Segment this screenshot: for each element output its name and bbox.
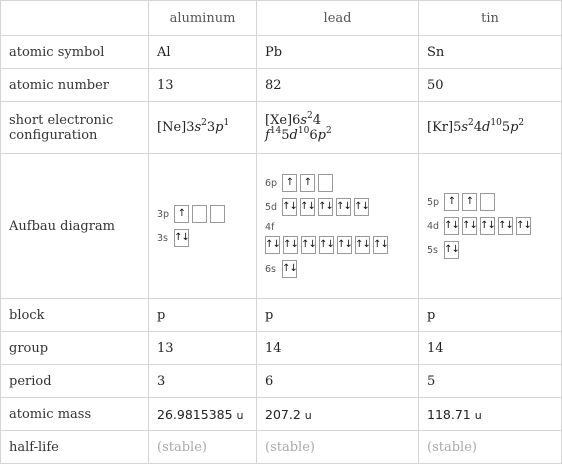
cell-sn-config: $[Kr]5s^24d^{10}5p^2$ <box>419 102 562 154</box>
row-atomic-symbol <box>1 36 562 69</box>
subshell-5d <box>265 198 410 216</box>
subshell-label: 3p <box>157 208 170 220</box>
row-block <box>1 299 562 332</box>
spin-pair-icon: ↑↓ <box>318 201 333 212</box>
cell-sn-halflife: (stable) <box>419 431 562 464</box>
row-label: atomic symbol <box>1 36 149 69</box>
spin-pair-icon: ↑↓ <box>174 232 189 243</box>
header-lead: lead <box>257 1 419 36</box>
cell-al-period: 3 <box>149 365 257 398</box>
cell-al-number: 13 <box>149 69 257 102</box>
spin-pair-icon: ↑↓ <box>444 220 459 231</box>
orbital-box <box>301 236 316 254</box>
row-group <box>1 332 562 365</box>
orbital-box <box>498 217 513 235</box>
spin-pair-icon: ↑↓ <box>373 239 388 250</box>
orbital-box <box>192 205 207 223</box>
cell-al-aufbau <box>149 154 257 299</box>
subshell-label: 3s <box>157 232 168 244</box>
row-label: period <box>1 365 149 398</box>
orbital-box <box>300 198 315 216</box>
header-corner <box>1 1 149 36</box>
spin-pair-icon: ↑↓ <box>265 239 280 250</box>
spin-pair-icon: ↑↓ <box>498 220 513 231</box>
cell-sn-block: p <box>419 299 562 332</box>
cell-al-mass: 26.9815385 u <box>149 398 257 431</box>
cell-pb-period: 6 <box>257 365 419 398</box>
cell-sn-period: 5 <box>419 365 562 398</box>
row-atomic-number <box>1 69 562 102</box>
subshell-label: 6p <box>265 177 278 189</box>
spin-up-icon: ↑ <box>447 196 456 207</box>
orbital-box <box>282 198 297 216</box>
cell-al-symbol: Al <box>149 36 257 69</box>
subshell-label: 5s <box>427 244 438 256</box>
cell-sn-symbol: Sn <box>419 36 562 69</box>
orbital-box <box>444 193 459 211</box>
orbital-box <box>174 229 189 247</box>
subshell-4f <box>265 222 410 254</box>
subshell-5s <box>427 241 553 259</box>
spin-up-icon: ↑ <box>303 177 312 188</box>
row-label: block <box>1 299 149 332</box>
cell-sn-mass: 118.71 u <box>419 398 562 431</box>
subshell-label: 5p <box>427 196 440 208</box>
spin-pair-icon: ↑↓ <box>444 244 459 255</box>
header-aluminum: aluminum <box>149 1 257 36</box>
spin-pair-icon: ↑↓ <box>283 239 298 250</box>
orbital-box <box>355 236 370 254</box>
row-period <box>1 365 562 398</box>
orbital-box <box>210 205 225 223</box>
row-label: half-life <box>1 431 149 464</box>
row-aufbau-diagram <box>1 154 562 299</box>
row-half-life <box>1 431 562 464</box>
orbital-box <box>480 193 495 211</box>
orbital-box <box>444 217 459 235</box>
spin-pair-icon: ↑↓ <box>282 201 297 212</box>
row-electronic-configuration <box>1 102 562 154</box>
cell-pb-group: 14 <box>257 332 419 365</box>
row-atomic-mass <box>1 398 562 431</box>
spin-pair-icon: ↑↓ <box>301 239 316 250</box>
spin-pair-icon: ↑↓ <box>282 263 297 274</box>
orbital-box <box>283 236 298 254</box>
subshell-6p <box>265 174 410 192</box>
cell-al-halflife: (stable) <box>149 431 257 464</box>
cell-pb-halflife: (stable) <box>257 431 419 464</box>
cell-pb-mass: 207.2 u <box>257 398 419 431</box>
subshell-3p <box>157 205 248 223</box>
spin-pair-icon: ↑↓ <box>354 201 369 212</box>
orbital-box <box>462 193 477 211</box>
orbital-box <box>265 236 280 254</box>
orbital-box <box>516 217 531 235</box>
orbital-box <box>373 236 388 254</box>
spin-pair-icon: ↑↓ <box>355 239 370 250</box>
spin-pair-icon: ↑↓ <box>516 220 531 231</box>
cell-al-config: $[Ne]3s^23p^1$ <box>149 102 257 154</box>
header-tin: tin <box>419 1 562 36</box>
cell-sn-number: 50 <box>419 69 562 102</box>
orbital-box <box>462 217 477 235</box>
cell-sn-group: 14 <box>419 332 562 365</box>
header-row <box>1 1 562 36</box>
row-label: short electronic configuration <box>1 102 149 154</box>
orbital-box <box>319 236 334 254</box>
spin-pair-icon: ↑↓ <box>319 239 334 250</box>
subshell-label: 5d <box>265 201 278 213</box>
spin-up-icon: ↑ <box>465 196 474 207</box>
spin-pair-icon: ↑↓ <box>480 220 495 231</box>
orbital-box <box>318 174 333 192</box>
cell-pb-symbol: Pb <box>257 36 419 69</box>
orbital-box <box>282 174 297 192</box>
cell-pb-number: 82 <box>257 69 419 102</box>
orbital-box <box>318 198 333 216</box>
row-label: group <box>1 332 149 365</box>
subshell-6s <box>265 260 410 278</box>
subshell-label: 4f <box>265 222 275 233</box>
orbital-box <box>337 236 352 254</box>
orbital-box <box>480 217 495 235</box>
orbital-box <box>354 198 369 216</box>
orbital-box <box>174 205 189 223</box>
orbital-box <box>444 241 459 259</box>
cell-pb-config: $[Xe]6s^24$ $f^{14}5d^{10}6p^2$ <box>257 102 419 154</box>
subshell-label: 6s <box>265 263 276 275</box>
row-label: Aufbau diagram <box>1 154 149 299</box>
cell-sn-aufbau <box>419 154 562 299</box>
subshell-label: 4d <box>427 220 440 232</box>
orbital-box <box>336 198 351 216</box>
subshell-3s <box>157 229 248 247</box>
spin-pair-icon: ↑↓ <box>300 201 315 212</box>
row-label: atomic number <box>1 69 149 102</box>
spin-pair-icon: ↑↓ <box>336 201 351 212</box>
spin-pair-icon: ↑↓ <box>337 239 352 250</box>
subshell-4d <box>427 217 553 235</box>
spin-pair-icon: ↑↓ <box>462 220 477 231</box>
cell-al-group: 13 <box>149 332 257 365</box>
row-label: atomic mass <box>1 398 149 431</box>
orbital-box <box>282 260 297 278</box>
spin-up-icon: ↑ <box>285 177 294 188</box>
subshell-5p <box>427 193 553 211</box>
spin-up-icon: ↑ <box>177 208 186 219</box>
cell-al-block: p <box>149 299 257 332</box>
orbital-box <box>300 174 315 192</box>
cell-pb-aufbau <box>257 154 419 299</box>
cell-pb-block: p <box>257 299 419 332</box>
